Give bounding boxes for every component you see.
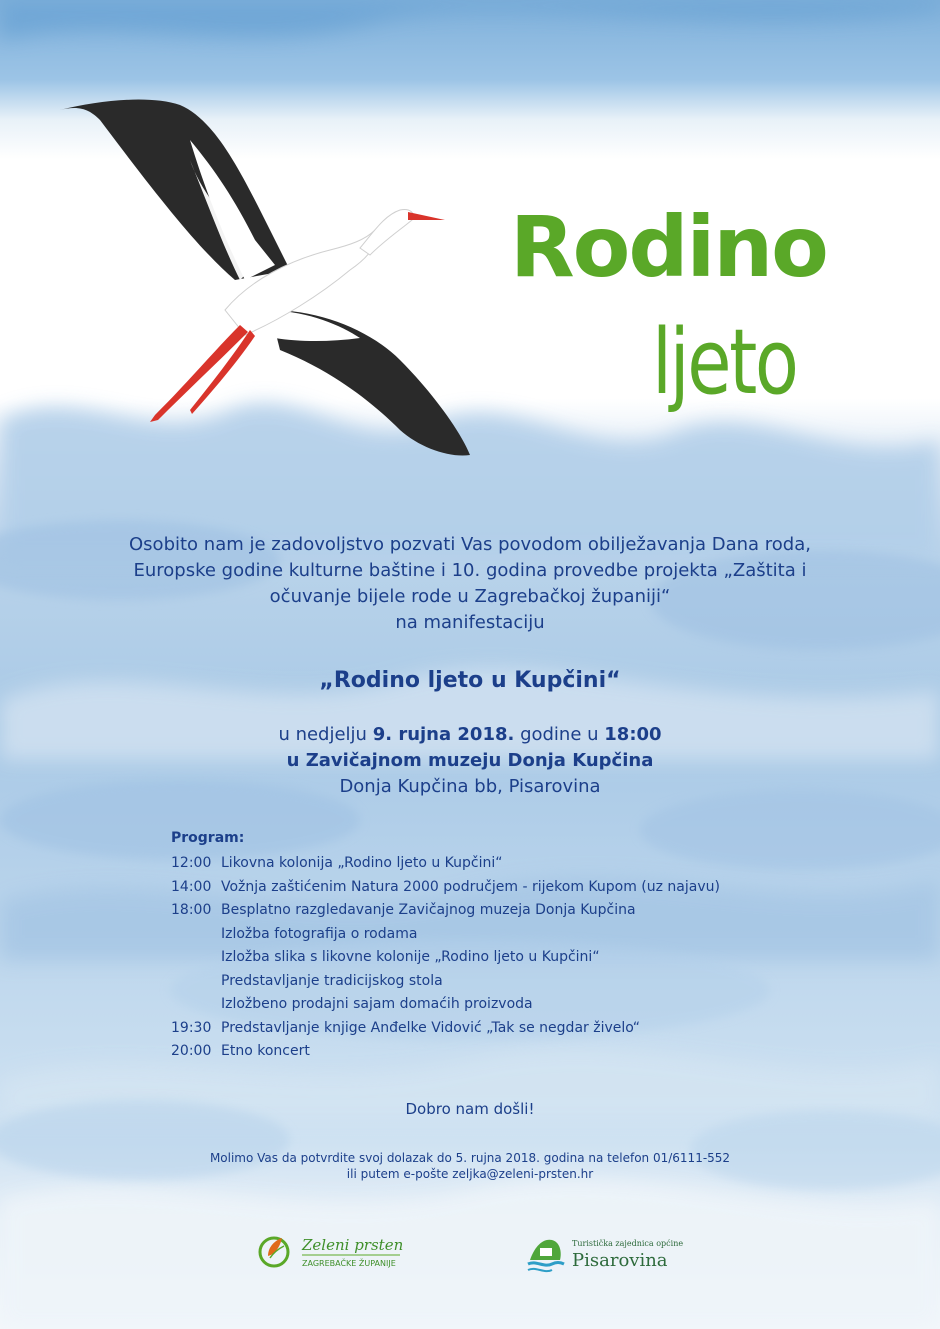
program-item bbox=[171, 1040, 720, 1064]
date-mid: godine u bbox=[514, 724, 605, 745]
program-item bbox=[171, 993, 720, 1017]
program-item bbox=[171, 852, 720, 876]
rsvp-note bbox=[0, 1150, 940, 1182]
invitation-text bbox=[0, 532, 940, 636]
welcome-text: Dobro nam došli! bbox=[405, 1100, 535, 1118]
program-item bbox=[171, 876, 720, 900]
program-item bbox=[171, 970, 720, 994]
program-time: 14:00 bbox=[171, 878, 212, 895]
title-ljeto: ljeto bbox=[652, 310, 797, 415]
tz-pisarovina-logo bbox=[526, 1230, 696, 1274]
program-item bbox=[171, 946, 720, 970]
program-text: Etno koncert bbox=[221, 1043, 310, 1059]
program-text: Predstavljanje knjige Anđelke Vidović „Tak se negdar živelo“ bbox=[221, 1019, 641, 1036]
event-details bbox=[0, 722, 940, 800]
stork-beak bbox=[408, 212, 445, 220]
title-rodino: Rodino bbox=[510, 198, 827, 296]
stork-legs bbox=[150, 325, 255, 422]
event-date: 9. rujna 2018. bbox=[372, 724, 515, 745]
date-prefix: u nedjelju bbox=[278, 724, 373, 745]
event-address: Donja Kupčina bb, Pisarovina bbox=[339, 776, 601, 797]
event-date-line bbox=[0, 722, 940, 748]
program-time: 18:00 bbox=[171, 902, 212, 918]
program-list bbox=[171, 830, 720, 1064]
zeleni-prsten-logo-sub: ZAGREBAČKE ŽUPANIJE bbox=[302, 1259, 396, 1268]
program-time: 19:30 bbox=[171, 1019, 212, 1036]
invitation-line: očuvanje bijele rode u Zagrebačkoj županiji“ bbox=[269, 586, 671, 607]
rsvp-line: ili putem e-pošte zeljka@zeleni-prsten.hr bbox=[346, 1167, 594, 1181]
zeleni-prsten-logo bbox=[258, 1228, 408, 1272]
program-item bbox=[171, 1017, 720, 1041]
program-text: Izložba slika s likovne kolonije „Rodino ljeto u Kupčini“ bbox=[221, 949, 600, 965]
program-text: Izložba fotografija o rodama bbox=[221, 925, 418, 942]
program-item bbox=[171, 923, 720, 947]
event-time: 18:00 bbox=[604, 724, 662, 745]
program-text: Izložbeno prodajni sajam domaćih proizvoda bbox=[221, 996, 533, 1012]
invitation-line: Osobito nam je zadovoljstvo pozvati Vas povodom obilježavanja Dana roda, bbox=[129, 534, 811, 555]
invitation-line: Europske godine kulturne baštine i 10. godina provedbe projekta „Zaštita i bbox=[133, 560, 807, 581]
program-heading: Program: bbox=[171, 830, 245, 846]
program-item bbox=[171, 899, 720, 923]
stork-illustration bbox=[40, 80, 490, 480]
tz-logo-name: Pisarovina bbox=[572, 1250, 668, 1271]
program-text: Predstavljanje tradicijskog stola bbox=[221, 972, 443, 989]
program-text: Likovna kolonija „Rodino ljeto u Kupčini“ bbox=[221, 855, 503, 871]
zeleni-prsten-logo-name: Zeleni prsten bbox=[302, 1236, 404, 1254]
rsvp-line: Molimo Vas da potvrdite svoj dolazak do 5. rujna 2018. godina na telefon 01/6111-552 bbox=[209, 1151, 731, 1165]
program-text: Vožnja zaštićenim Natura 2000 područjem - rijekom Kupom (uz najavu) bbox=[221, 878, 720, 895]
event-venue bbox=[0, 748, 940, 774]
invitation-line: na manifestaciju bbox=[395, 612, 545, 633]
program-text: Besplatno razgledavanje Zavičajnog muzeja Donja Kupčina bbox=[221, 902, 636, 918]
tz-logo-sub: Turistička zajednica općine bbox=[572, 1239, 684, 1248]
program-time: 20:00 bbox=[171, 1043, 212, 1059]
venue-name: u Zavičajnom muzeju Donja Kupčina bbox=[286, 750, 654, 771]
event-name: „Rodino ljeto u Kupčini“ bbox=[319, 668, 621, 693]
program-time: 12:00 bbox=[171, 855, 212, 871]
